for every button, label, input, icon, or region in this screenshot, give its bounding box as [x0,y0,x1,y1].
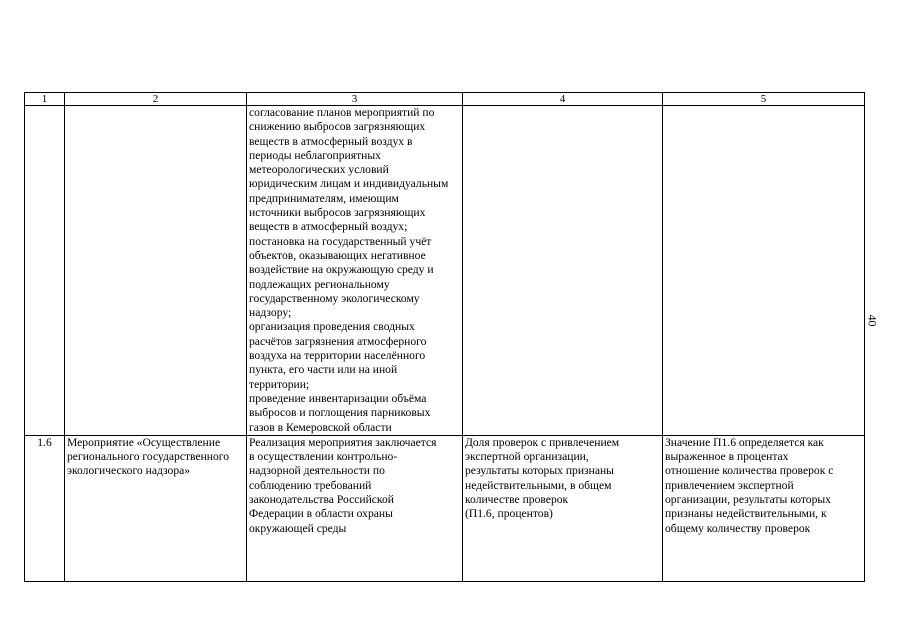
row1-cell-number [25,106,65,436]
row2-cell-number [25,435,65,581]
row1-cell-calculation [663,106,865,436]
row2-cell-calculation [663,435,865,581]
indicator-calculation: Значение П1.6 определяется как выраженное в процентах отношение количества проверок с привлечением экспертной организации, результаты которых признаны недействительными, к общему количеству проверок [665,435,834,535]
row2-cell-indicator [463,435,663,581]
header-cell-1: 1 [25,93,65,106]
header-cell-4: 4 [463,93,663,106]
page-number: 40 [865,314,880,327]
measure-description-continued: согласование планов мероприятий по снижению выбросов загрязняющих веществ в атмосферный воздух в периоды неблагоприятных метеорологических условий юридическим лицам и индивидуальным предпринимателям, имеющим источники выбросов загрязняющих веществ в атмосферный воздух; постановка на государственный учёт объектов, оказывающих негативное воздействие на окружающую среду и подлежащих региональному государственному экологическому надзору; организация проведения сводных расчётов загрязнения атмосферного воздуха на территории населённого пункта, его части или на иной территории; проведение инвентаризации объёма выбросов и поглощения парниковых газов в Кемеровской области [249,106,449,434]
document-table [24,92,865,582]
row1-cell-name [65,106,247,436]
header-cell-2: 2 [65,93,247,106]
row1-cell-indicator [463,106,663,436]
header-cell-5: 5 [663,93,865,106]
measure-number: 1.6 [37,435,52,449]
measure-name: Мероприятие «Осуществление регионального государственного экологического надзора» [67,435,230,478]
row2-cell-name [65,435,247,581]
table-row [25,435,865,581]
header-cell-3: 3 [247,93,463,106]
measure-description: Реализация мероприятия заключается в осуществлении контрольно- надзорной деятельности по соблюдению требований законодательства Российской Федерации в области охраны окружающей среды [249,435,437,535]
row1-cell-description [247,106,463,436]
row2-cell-description [247,435,463,581]
table-row [25,106,865,436]
indicator-name: Доля проверок с привлечением экспертной организации, результаты которых признаны недействительными, в общем количестве проверок (П1.6, процентов) [465,435,620,521]
table-header-row [25,93,865,106]
